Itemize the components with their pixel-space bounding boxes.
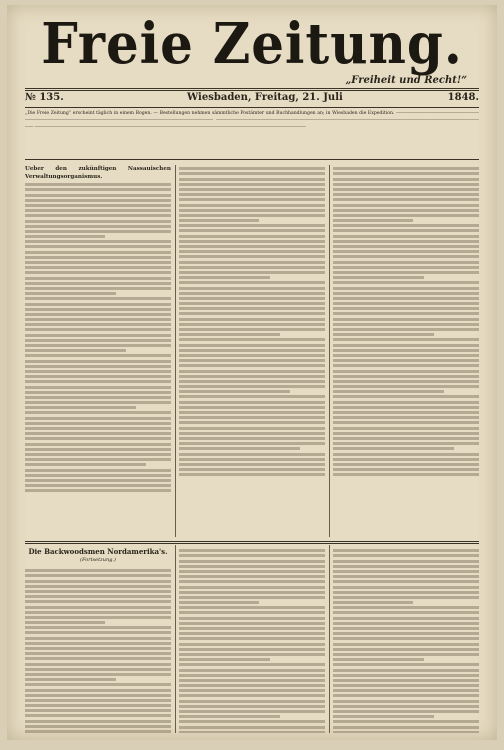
feuilleton-column-3 [333, 547, 479, 733]
dateline [25, 92, 479, 106]
notice-rule [25, 159, 479, 160]
column-divider [329, 545, 330, 733]
feuilleton-column-1 [25, 567, 171, 733]
feuilleton-2-text [179, 549, 325, 733]
newspaper-page [7, 5, 497, 740]
main-article-heading: Ueber den zukünftigen Nassauischen Verwaltungsorganismus. [25, 166, 171, 180]
feuilleton-column-2 [179, 547, 325, 733]
issue-year: 1848. [447, 92, 479, 103]
notice-text: „Die Freie Zeitung“ erscheint täglich in einem Bogen. — Bestellungen nehmen sämmtliche Postämter und Buchhandlungen an; in Wiesbaden die Expedition. [25, 111, 395, 116]
column-3-text [333, 167, 479, 476]
masthead-title: Freie Zeitung. [41, 11, 463, 77]
issue-number: № 135. [25, 92, 64, 103]
feuilleton-3-text [333, 549, 479, 733]
issue-place-date: Wiesbaden, Freitag, 21. Juli [187, 92, 343, 103]
feuilleton-title: Die Backwoodsmen Nordamerika's. [28, 547, 168, 556]
subscription-notice [25, 110, 479, 156]
dateline-rule [25, 107, 479, 108]
column-divider [175, 165, 176, 537]
column-divider [175, 545, 176, 733]
article-column-3 [333, 165, 479, 537]
column-divider [329, 165, 330, 537]
masthead-rule [25, 88, 479, 91]
notice-fill: ────────────────────────────────────────────────────────────────────────────────────────────────── ────────────────────────────────────────────────────────────────────────────────────────────────── ────────────────────────────────────────────────────────────────────────────────────────────────── [25, 111, 479, 131]
article-column-1 [25, 165, 171, 537]
feuilleton-rule [25, 541, 479, 544]
masthead-motto: „Freiheit und Recht!“ [345, 75, 467, 86]
article-column-2 [179, 165, 325, 537]
feuilleton-subtitle: (Fortsetzung.) [80, 557, 116, 563]
column-1-text [25, 183, 171, 492]
feuilleton-1-text [25, 569, 171, 733]
column-2-text [179, 167, 325, 476]
